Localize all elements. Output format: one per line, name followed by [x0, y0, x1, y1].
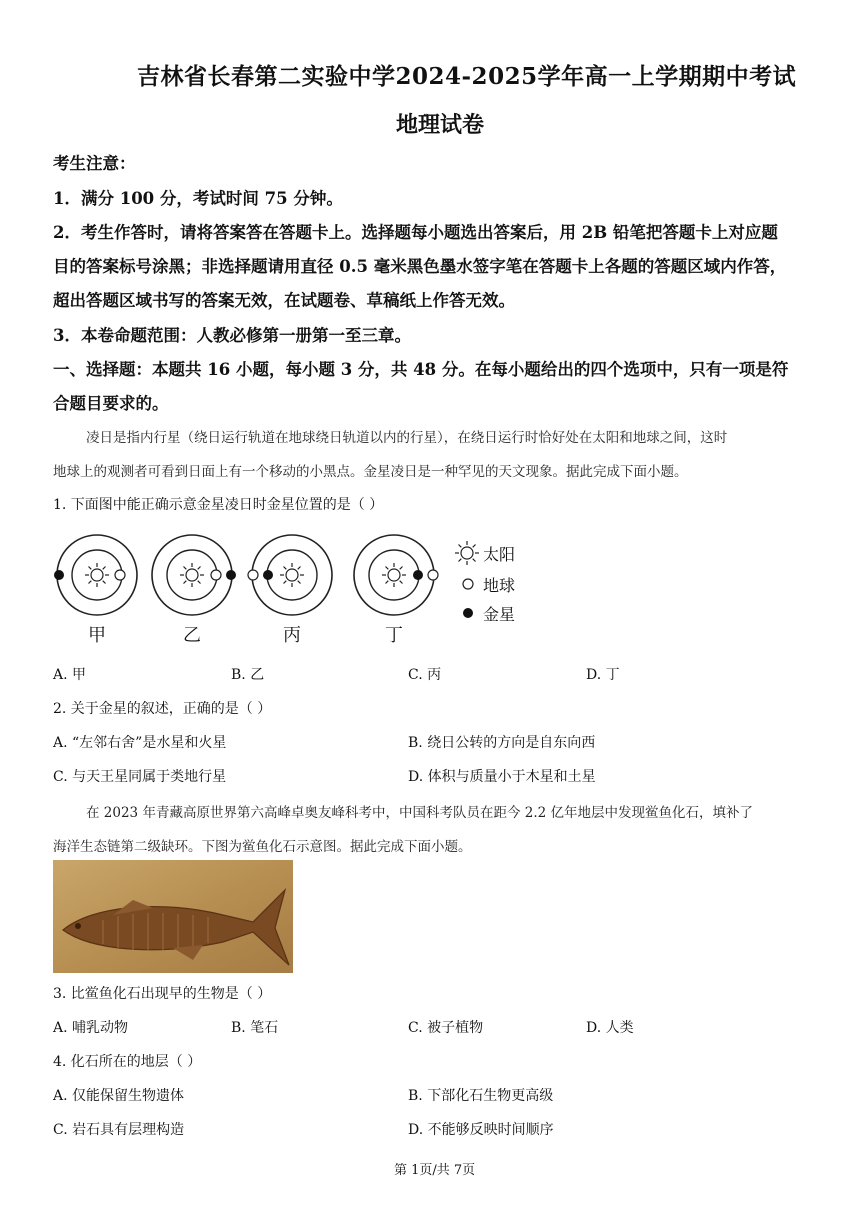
- diagram-jia: [54, 535, 137, 615]
- q2-option-c: C. 与天王星同属于类地行星: [53, 769, 227, 785]
- q1-option-d: D. 丁: [586, 667, 620, 683]
- earth-dot: [428, 570, 438, 580]
- notice-item-3: 3．本卷命题范围：人教必修第一册第一至三章。: [53, 326, 411, 345]
- section-heading-line-2: 合题目要求的。: [53, 394, 169, 413]
- q1-option-b: B. 乙: [231, 667, 265, 683]
- notice-item-2-line-3: 超出答题区域书写的答案无效，在试题卷、草稿纸上作答无效。: [53, 291, 515, 310]
- q2-option-b: B. 绕日公转的方向是自东向西: [408, 735, 596, 751]
- page-title: 吉林省长春第二实验中学2024-2025学年高一上学期期中考试: [137, 63, 797, 90]
- page-number: 第 1页/共 7页: [394, 1163, 476, 1178]
- legend-venus-label: 金星: [483, 605, 516, 624]
- legend-sun-label: 太阳: [483, 545, 516, 564]
- q4-option-b: B. 下部化石生物更高级: [408, 1088, 554, 1104]
- legend-earth-label: 地球: [483, 576, 516, 595]
- sun-icon: [455, 541, 479, 565]
- q3-option-b: B. 笔石: [231, 1020, 279, 1036]
- diagram-label-yi: 乙: [183, 625, 201, 646]
- earth-dot: [115, 570, 125, 580]
- passage-2-line-1: 在 2023 年青藏高原世界第六高峰卓奥友峰科考中，中国科考队员在距今 2.2 亿年地层中发现鲎鱼化石，填补了: [86, 805, 753, 821]
- venus-icon: [463, 608, 473, 618]
- passage-1-line-1: 凌日是指内行星（绕日运行轨道在地球绕日轨道以内的行星），在绕日运行时恰好处在太阳和地球之间，这时: [86, 430, 728, 446]
- question-3-stem: 3. 比鲎鱼化石出现早的生物是（ ）: [53, 986, 272, 1002]
- notice-item-2-line-1: 2．考生作答时，请将答案答在答题卡上。选择题每小题选出答案后，用 2B 铅笔把答题卡上对应题: [53, 223, 778, 242]
- q4-option-c: C. 岩石具有层理构造: [53, 1122, 185, 1138]
- venus-dot: [226, 570, 236, 580]
- q1-option-c: C. 丙: [408, 667, 442, 683]
- question-4-stem: 4. 化石所在的地层（ ）: [53, 1054, 202, 1070]
- q3-option-d: D. 人类: [586, 1020, 634, 1036]
- page-subtitle: 地理试卷: [396, 112, 485, 138]
- q2-option-d: D. 体积与质量小于木星和土星: [408, 769, 596, 785]
- question-2-stem: 2. 关于金星的叙述，正确的是（ ）: [53, 701, 272, 717]
- fossil-fish-image: [53, 860, 293, 973]
- q3-option-a: A. 哺乳动物: [53, 1020, 129, 1036]
- diagram-yi: [152, 535, 236, 615]
- q1-option-a: A. 甲: [53, 667, 87, 683]
- q4-option-a: A. 仅能保留生物遗体: [53, 1088, 185, 1104]
- diagram-label-ding: 丁: [385, 625, 403, 646]
- question-1-stem: 1. 下面图中能正确示意金星凌日时金星位置的是（ ）: [53, 497, 384, 513]
- earth-dot: [211, 570, 221, 580]
- q3-option-c: C. 被子植物: [408, 1020, 484, 1036]
- diagram-label-jia: 甲: [88, 625, 106, 646]
- diagram-ding: [354, 535, 438, 615]
- q4-option-d: D. 不能够反映时间顺序: [408, 1122, 554, 1138]
- passage-2-line-2: 海洋生态链第二级缺环。下图为鲎鱼化石示意图。据此完成下面小题。: [53, 839, 472, 855]
- venus-dot: [263, 570, 273, 580]
- notice-item-2-line-2: 目的答案标号涂黑；非选择题请用直径 0.5 毫米黑色墨水签字笔在答题卡上各题的答题区域内作答，: [53, 257, 787, 276]
- notice-item-1: 1．满分 100 分，考试时间 75 分钟。: [53, 189, 343, 208]
- notice-heading: 考生注意：: [53, 154, 136, 173]
- earth-icon: [463, 579, 473, 589]
- section-heading-line-1: 一、选择题：本题共 16 小题，每小题 3 分，共 48 分。在每小题给出的四个选项中，只有一项是符: [53, 360, 789, 379]
- venus-dot: [54, 570, 64, 580]
- earth-dot: [248, 570, 258, 580]
- diagram-label-bing: 丙: [283, 625, 301, 646]
- diagram-bing: [248, 535, 332, 615]
- passage-1-line-2: 地球上的观测者可看到日面上有一个移动的小黑点。金星凌日是一种罕见的天文现象。据此完成下面小题。: [53, 464, 688, 480]
- venus-dot: [413, 570, 423, 580]
- q2-option-a: A. “左邻右舍”是水星和火星: [53, 735, 227, 751]
